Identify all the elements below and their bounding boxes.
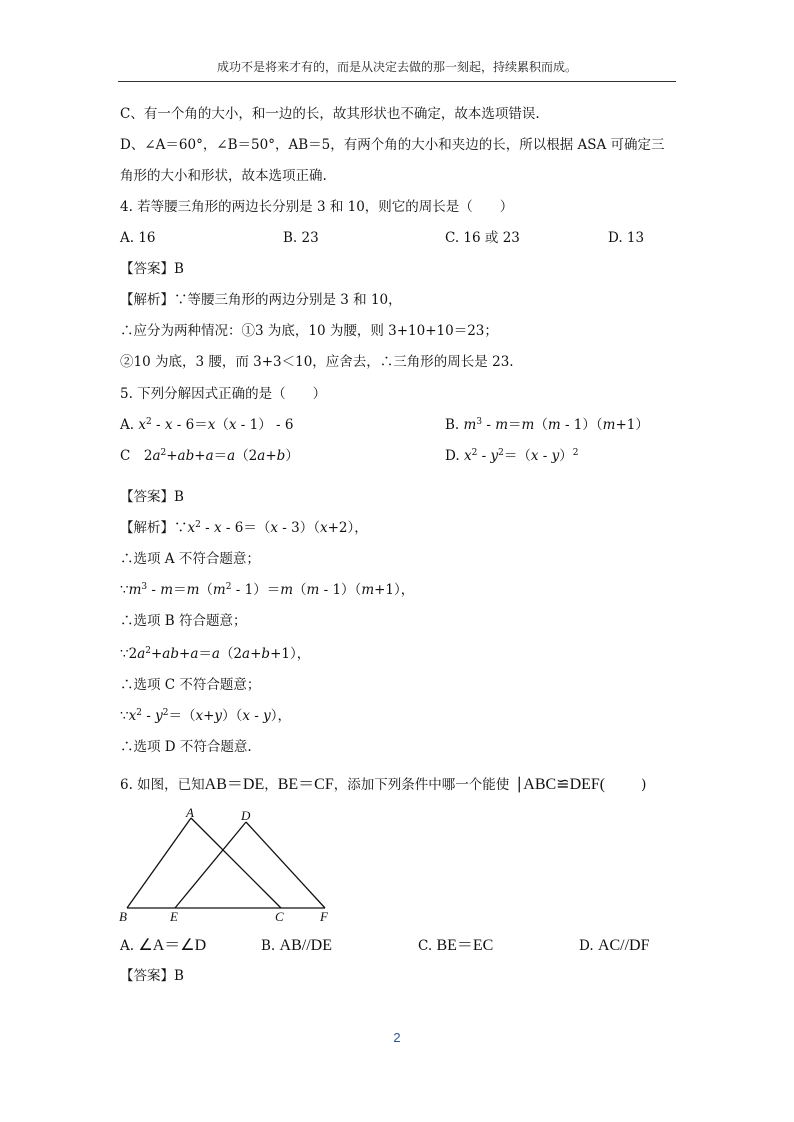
triangle-figure bbox=[115, 805, 345, 925]
q4-solution-3: ②10 为底，3 腰，而 3+3＜10，应舍去，∴三角形的周长是 23. bbox=[120, 354, 514, 370]
option-c-explanation: C、有一个角的大小，和一边的长，故其形状也不确定，故本选项错误. bbox=[120, 106, 540, 122]
q5-answer: 【答案】B bbox=[120, 489, 184, 505]
q4-option-c: C. 16 或 23 bbox=[445, 230, 520, 246]
question-6: 6. 如图，已知AB＝DE，BE＝CF，添加下列条件中哪一个能使 ∣ABC≌DEF( ) bbox=[120, 776, 647, 793]
header-motto: 成功不是将来才有的，而是从决定去做的那一刻起，持续累积而成。 bbox=[216, 60, 577, 74]
option-d-explanation-2: 角形的大小和形状，故本选项正确. bbox=[120, 168, 327, 184]
q4-option-b: B. 23 bbox=[283, 230, 319, 246]
q5-option-a: A. $x^2 - x - 6=x(x - 1) - 6$ bbox=[120, 417, 294, 433]
q4-option-a: A. 16 bbox=[120, 230, 156, 246]
q4-answer: 【答案】B bbox=[120, 261, 184, 277]
label-a: A bbox=[186, 805, 194, 820]
q5-solution-d-note: ∴选项 D 不符合题意. bbox=[120, 739, 252, 755]
q4-solution-2: ∴应分为两种情况：①3 为底，10 为腰，则 3+10+10＝23； bbox=[120, 323, 498, 339]
q5-solution-d: $\because x^2 - y^2=(x+y)(x - y)$， bbox=[120, 708, 291, 724]
question-5: 5. 下列分解因式正确的是（ ） bbox=[120, 386, 327, 402]
q6-option-c: C. BE＝EC bbox=[418, 937, 494, 954]
label-d: D bbox=[241, 808, 251, 823]
question-4: 4. 若等腰三角形的两边长分别是 3 和 10，则它的周长是（ ） bbox=[120, 199, 514, 215]
line-ab bbox=[127, 818, 191, 908]
header-rule bbox=[118, 81, 676, 82]
q5-solution-a-note: ∴选项 A 不符合题意； bbox=[120, 551, 260, 567]
q5-solution-c-note: ∴选项 C 不符合题意； bbox=[120, 677, 261, 693]
line-ed bbox=[175, 822, 246, 908]
q6-option-a: A. ∠A＝∠D bbox=[120, 937, 207, 954]
q5-solution-a: 【解析】$\because x^2 - x - 6=(x - 3)(x+2)$， bbox=[120, 520, 368, 536]
label-f: F bbox=[320, 909, 328, 924]
label-b: B bbox=[119, 909, 127, 924]
label-e: E bbox=[170, 909, 178, 924]
line-df bbox=[246, 822, 325, 908]
page-number: 2 bbox=[393, 1030, 401, 1045]
q5-option-b: B. $m^3 - m=m(m - 1)(m+1)$ bbox=[445, 417, 649, 433]
line-ac bbox=[191, 818, 281, 908]
option-d-explanation-1: D、∠A＝60°，∠B＝50°，AB＝5，有两个角的大小和夹边的长，所以根据 ASA 可确定三 bbox=[120, 137, 665, 153]
q4-solution-1: 【解析】∵等腰三角形的两边分别是 3 和 10， bbox=[120, 292, 402, 308]
q5-solution-b: $\because m^3 - m=m(m^2 - 1)=m(m - 1)(m+1)$， bbox=[120, 582, 415, 598]
label-c: C bbox=[275, 909, 284, 924]
q5-solution-b-note: ∴选项 B 符合题意； bbox=[120, 613, 247, 629]
q5-option-c: C $2a^2+ab+a=a(2a+b)$ bbox=[120, 448, 299, 464]
q5-option-d: D. $x^2 - y^2=(x - y)^2$ bbox=[445, 448, 579, 464]
q5-solution-c: $\because 2a^2+ab+a=a(2a+b+1)$， bbox=[120, 646, 311, 662]
q6-option-b: B. AB//DE bbox=[261, 937, 332, 954]
q4-option-d: D. 13 bbox=[608, 230, 645, 246]
q6-answer: 【答案】B bbox=[120, 968, 184, 984]
q6-option-d: D. AC//DF bbox=[579, 937, 650, 954]
